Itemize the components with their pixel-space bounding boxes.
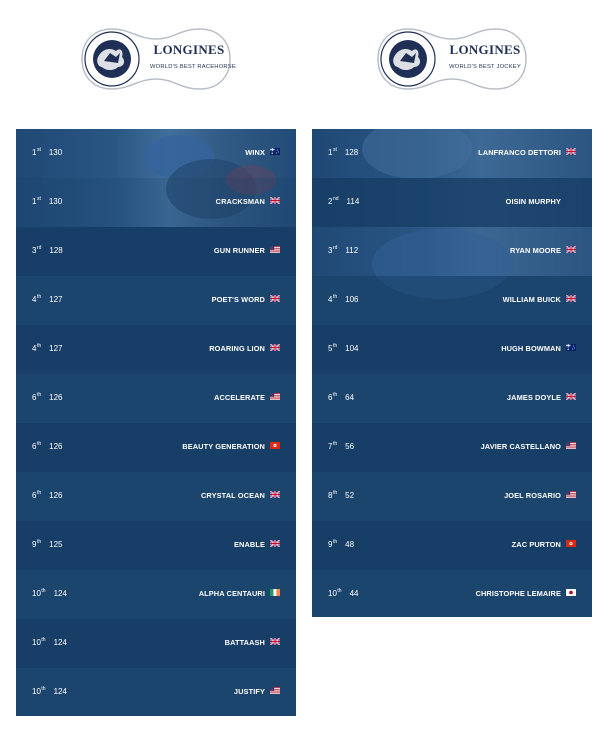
flag-us-icon [270, 687, 280, 694]
rank-number: 4 [32, 344, 37, 353]
flag-gb-icon [270, 540, 280, 547]
jockey-name: JOEL ROSARIO [504, 491, 561, 500]
rank-position [32, 637, 67, 647]
rank-suffix: st [36, 196, 41, 202]
rank-position [32, 490, 62, 500]
flag-hk-icon [566, 540, 576, 547]
rank-position [32, 245, 63, 255]
jockey-name: CHRISTOPHE LEMAIRE [475, 589, 561, 598]
rating-value: 124 [53, 589, 67, 598]
rank-number: 9 [32, 540, 37, 549]
rank-number: 8 [328, 491, 333, 500]
horse-name: BEAUTY GENERATION [182, 442, 265, 451]
rank-position [32, 392, 62, 402]
horse-name: ROARING LION [209, 344, 265, 353]
rank-number: 1 [328, 148, 333, 157]
rank-suffix: th [41, 588, 46, 594]
flag-gb-icon [566, 295, 576, 302]
jockey-row [312, 374, 592, 423]
jockey-row [312, 276, 592, 325]
rank-position [328, 196, 359, 206]
racehorse-row [16, 227, 296, 276]
rank-number: 6 [32, 442, 37, 451]
jockey-row [312, 521, 592, 570]
rank-suffix: th [332, 294, 338, 300]
rating-value: 56 [345, 442, 355, 451]
rating-value: 127 [49, 295, 63, 304]
rank-suffix: th [36, 490, 42, 496]
racehorse-row [16, 668, 296, 716]
racehorse-row [16, 129, 296, 178]
horse-name: CRACKSMAN [215, 197, 265, 206]
rank-suffix: th [36, 441, 42, 447]
rating-value: 127 [49, 344, 63, 353]
rank-number: 6 [328, 393, 333, 402]
rating-value: 125 [49, 540, 63, 549]
brand-name: LONGINES [153, 42, 225, 57]
rating-value: 126 [49, 491, 63, 500]
rank-position [328, 147, 358, 157]
horse-name: ACCELERATE [214, 393, 265, 402]
rank-number: 4 [328, 295, 333, 304]
flag-gb-icon [270, 295, 280, 302]
rank-number: 10 [32, 589, 41, 598]
rank-suffix: th [332, 343, 338, 349]
jockey-row [312, 423, 592, 472]
rating-value: 64 [345, 393, 355, 402]
rank-suffix: rd [332, 245, 338, 251]
rank-position [32, 147, 62, 157]
rating-value: 114 [346, 197, 360, 206]
jockey-row [312, 325, 592, 374]
logo-tagline: WORLD'S BEST JOCKEY [449, 64, 521, 70]
rank-position [32, 343, 62, 353]
racehorse-row [16, 472, 296, 521]
rank-suffix: rd [36, 245, 42, 251]
rank-suffix: th [332, 392, 338, 398]
jockey-row [312, 227, 592, 276]
flag-us-icon [270, 393, 280, 400]
rank-suffix: th [41, 637, 46, 643]
flag-gb-icon [566, 246, 576, 253]
rank-suffix: th [332, 539, 338, 545]
jockey-name: HUGH BOWMAN [501, 344, 561, 353]
rating-value: 126 [49, 393, 63, 402]
rank-suffix: th [41, 686, 46, 692]
rank-suffix: th [337, 588, 342, 594]
jockey-name: WILLIAM BUICK [502, 295, 561, 304]
rank-position [328, 294, 358, 304]
rank-number: 5 [328, 344, 333, 353]
flag-gb-icon [270, 638, 280, 645]
logo-world-best-jockey [376, 27, 528, 91]
rank-number: 6 [32, 393, 37, 402]
jockey-row [312, 129, 592, 178]
rank-number: 9 [328, 540, 333, 549]
rank-position [328, 343, 358, 353]
flag-us-icon [270, 246, 280, 253]
logo-tagline: WORLD'S BEST RACEHORSE [150, 64, 236, 70]
rank-suffix: st [36, 147, 41, 153]
jockey-row [312, 178, 592, 227]
logo-world-best-racehorse [80, 27, 236, 91]
flag-hk-icon [270, 442, 280, 449]
rank-position [328, 441, 354, 451]
horse-name: POET'S WORD [211, 295, 265, 304]
jockey-list [312, 129, 592, 617]
horse-name: CRYSTAL OCEAN [201, 491, 265, 500]
rating-value: 128 [49, 246, 63, 255]
rank-position [32, 588, 67, 598]
racehorse-row [16, 374, 296, 423]
racehorse-row [16, 423, 296, 472]
rank-number: 3 [32, 246, 37, 255]
rank-suffix: th [332, 441, 338, 447]
rank-number: 7 [328, 442, 333, 451]
brand-name: LONGINES [449, 42, 521, 57]
rank-position [328, 539, 354, 549]
jockey-name: RYAN MOORE [510, 246, 561, 255]
rating-value: 124 [53, 638, 67, 647]
horse-name: BATTAASH [224, 638, 265, 647]
flag-gb-icon [270, 344, 280, 351]
flag-ie-icon [270, 589, 280, 596]
horse-name: WINX [245, 148, 265, 157]
rank-suffix: st [332, 147, 337, 153]
rating-value: 126 [49, 442, 63, 451]
rank-number: 10 [32, 638, 41, 647]
rating-value: 52 [345, 491, 355, 500]
flag-au-icon [566, 344, 576, 351]
rank-suffix: th [36, 343, 42, 349]
racehorse-row [16, 619, 296, 668]
rating-value: 104 [345, 344, 359, 353]
jockey-rankings-panel [312, 129, 592, 617]
rating-value: 44 [349, 589, 359, 598]
flag-gb-icon [566, 393, 576, 400]
racehorse-row [16, 521, 296, 570]
jockey-name: LANFRANCO DETTORI [478, 148, 561, 157]
jockey-name: JAVIER CASTELLANO [480, 442, 561, 451]
flag-us-icon [566, 491, 576, 498]
flag-au-icon [270, 148, 280, 155]
flag-jp-icon [566, 589, 576, 596]
jockey-name: OISIN MURPHY [505, 197, 561, 206]
rating-value: 124 [53, 687, 67, 696]
rating-value: 128 [344, 148, 359, 157]
rank-position [32, 539, 62, 549]
flag-gb-icon [566, 148, 576, 155]
rank-number: 1 [32, 197, 37, 206]
rank-number: 1 [32, 148, 37, 157]
flag-gb-icon [270, 491, 280, 498]
horse-name: GUN RUNNER [213, 246, 265, 255]
logo-text [446, 42, 524, 70]
racehorse-row [16, 178, 296, 227]
rank-position [32, 441, 62, 451]
rank-number: 2 [328, 197, 333, 206]
rank-position [32, 294, 62, 304]
racehorse-list [16, 129, 296, 716]
rank-number: 10 [328, 589, 337, 598]
jockey-name: ZAC PURTON [511, 540, 561, 549]
horse-name: JUSTIFY [233, 687, 265, 696]
jockey-row [312, 570, 592, 617]
flag-us-icon [566, 442, 576, 449]
racehorse-rankings-panel [16, 129, 296, 716]
rank-suffix: th [36, 392, 42, 398]
rank-number: 3 [328, 246, 333, 255]
rank-suffix: th [36, 294, 42, 300]
rank-suffix: th [36, 539, 42, 545]
rating-value: 130 [48, 148, 63, 157]
rank-number: 4 [32, 295, 37, 304]
rank-suffix: nd [332, 196, 339, 202]
horse-name: ALPHA CENTAURI [198, 589, 265, 598]
racehorse-row [16, 276, 296, 325]
jockey-row [312, 472, 592, 521]
rating-value: 48 [345, 540, 355, 549]
rank-number: 6 [32, 491, 37, 500]
racehorse-row [16, 325, 296, 374]
rating-value: 112 [345, 246, 359, 255]
rank-position [328, 588, 358, 598]
racehorse-row [16, 570, 296, 619]
rank-position [328, 490, 354, 500]
rank-position [32, 196, 62, 206]
rank-suffix: th [332, 490, 338, 496]
rank-position [32, 686, 67, 696]
rank-number: 10 [32, 687, 41, 696]
rating-value: 130 [48, 197, 63, 206]
jockey-name: JAMES DOYLE [506, 393, 561, 402]
flag-gb-icon [270, 197, 280, 204]
horse-name: ENABLE [234, 540, 265, 549]
rating-value: 106 [345, 295, 359, 304]
logo-text [150, 42, 236, 70]
rank-position [328, 245, 358, 255]
rank-position [328, 392, 354, 402]
